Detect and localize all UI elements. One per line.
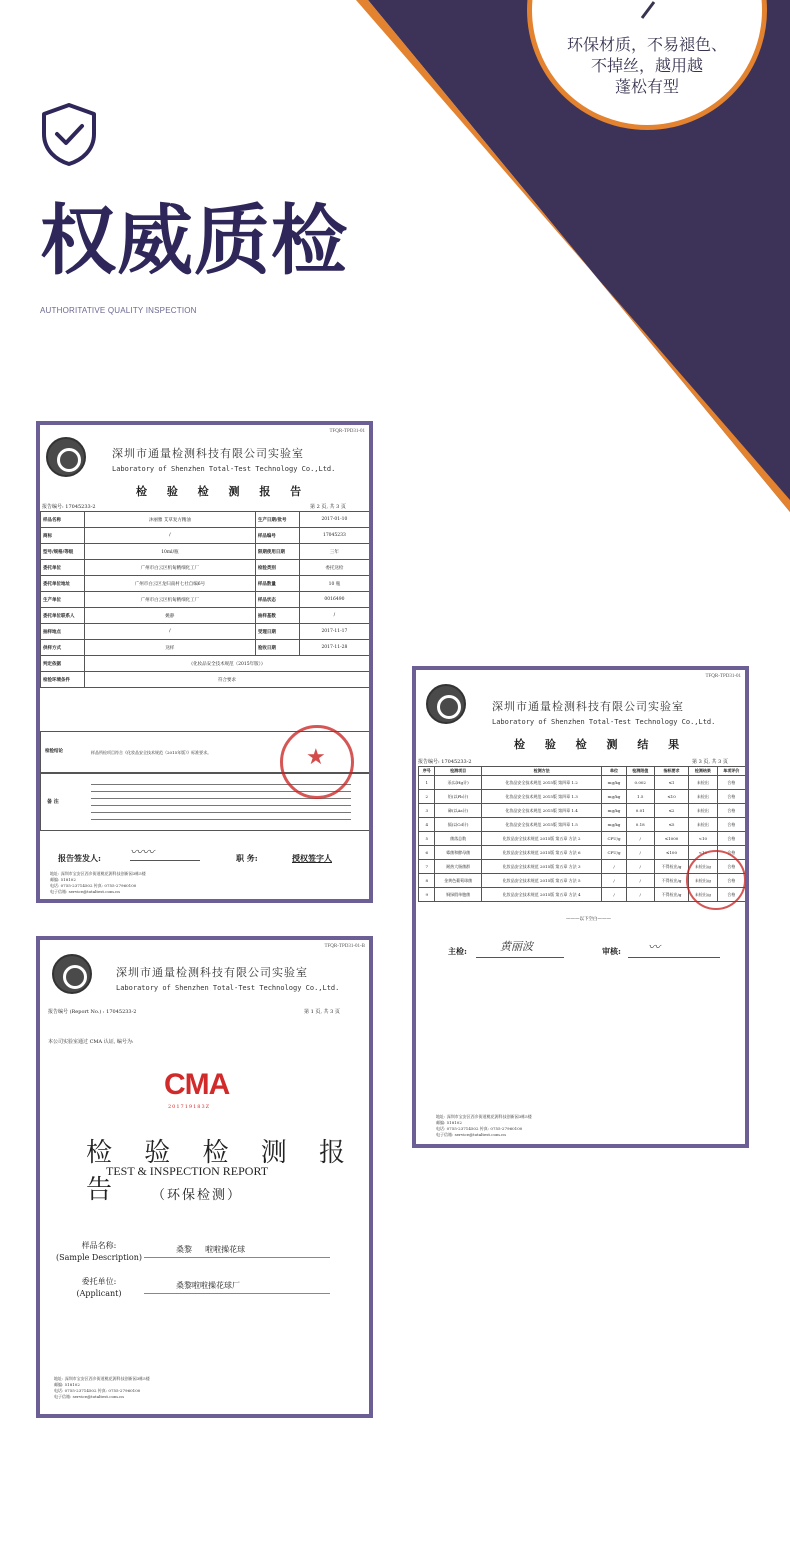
table-cell: 生产单位 — [41, 592, 85, 608]
table-cell: 合格 — [717, 804, 745, 818]
feature-badge-text — [547, 34, 747, 97]
table-cell: 三年 — [299, 544, 369, 560]
table-row — [41, 512, 370, 528]
table-cell: CFU/g — [602, 846, 626, 860]
footer-postcode: 邮编: 518102 — [50, 877, 76, 882]
table-cell: / — [626, 846, 654, 860]
table-header-cell: 序号 — [419, 767, 435, 776]
table-cell: 《化妆品安全技术规范（2015年版）》 — [85, 656, 370, 672]
conclusion-label: 检验结论 — [45, 749, 63, 754]
footer-phone: 电话: 0755-23714502 传真: 0755-27960100 — [50, 883, 137, 888]
table-cell: 委托单位地址 — [41, 576, 85, 592]
footer-email: 电子信箱: service@totaltest.com.cn — [54, 1394, 124, 1399]
table-cell: 2 — [419, 790, 435, 804]
table-cell: 化妆品安全技术规范 2015版 第四章 1.3 — [481, 790, 602, 804]
footer-address: 地址: 深圳市宝安区西乡街道桃花源科技创新园3栋5楼 — [436, 1114, 532, 1119]
table-cell: 4 — [419, 818, 435, 832]
table-cell: CFU/g — [602, 832, 626, 846]
report-title-en: TEST & INSPECTION REPORT — [106, 1164, 269, 1178]
table-cell: / — [85, 624, 256, 640]
table-cell: 检验类别 — [255, 560, 299, 576]
footer-address: 地址: 深圳市宝安区西乡街道桃花源科技创新园3栋5楼 — [54, 1376, 150, 1381]
table-cell: 不得检出/g — [654, 888, 688, 902]
table-row — [41, 544, 370, 560]
table-cell: 合格 — [717, 818, 745, 832]
table-cell: 样品状态 — [255, 592, 299, 608]
table-cell: 0.002 — [626, 776, 654, 790]
table-cell: 化妆品安全技术规范 2015版 第五章 方法 5 — [481, 874, 602, 888]
table-cell: 霉菌和酵母菌 — [435, 846, 481, 860]
badge-line-2: 不掉丝，越用越 — [590, 56, 703, 75]
table-cell: 广州市白云区机甸精细化工厂 — [85, 592, 256, 608]
table-row — [41, 576, 370, 592]
table-cell: 化妆品安全技术规范 2015版 第五章 方法 6 — [481, 846, 602, 860]
lab-name-en: Laboratory of Shenzhen Total-Test Technology Co.,Ltd. — [492, 718, 716, 726]
table-cell: / — [602, 874, 626, 888]
table-cell: 化妆品安全技术规范 2015版 第五章 方法 2 — [481, 832, 602, 846]
table-cell: 化妆品安全技术规范 2015版 第五章 方法 4 — [481, 888, 602, 902]
table-cell: 未检出/g — [689, 860, 717, 874]
table-cell: 限期使用日期 — [255, 544, 299, 560]
table-cell: / — [626, 832, 654, 846]
applicant-label-en: (Applicant) — [76, 1289, 122, 1298]
table-row — [41, 592, 370, 608]
table-cell: 送样 — [85, 640, 256, 656]
report-number: 报告编号 (Report No.) : 17045233-2 — [48, 1009, 137, 1015]
table-cell: 金黄色葡萄球菌 — [435, 874, 481, 888]
table-cell: / — [626, 860, 654, 874]
inspector-signature: 黄丽波 — [476, 938, 564, 958]
report-number: 报告编号: 17045233-2 — [42, 504, 96, 510]
table-header-cell: 单位 — [602, 767, 626, 776]
table-cell: 汞(以Hg计) — [435, 776, 481, 790]
table-cell: 生产日期/批号 — [255, 512, 299, 528]
table-cell: 合格 — [717, 790, 745, 804]
page-subtitle: AUTHORITATIVE QUALITY INSPECTION — [40, 306, 197, 315]
lab-logo-icon — [52, 954, 92, 994]
official-seal — [686, 850, 746, 910]
page-number: 第 1 页, 共 3 页 — [304, 1009, 340, 1015]
table-row — [41, 560, 370, 576]
table-cell: ≤1 — [654, 776, 688, 790]
table-cell: 合格 — [717, 832, 745, 846]
doc-footer — [54, 1376, 150, 1400]
table-header-cell: 单项评价 — [717, 767, 745, 776]
table-cell: 未检出 — [689, 776, 717, 790]
footer-postcode: 邮编: 518102 — [54, 1382, 80, 1387]
table-cell: 10ml/瓶 — [85, 544, 256, 560]
table-cell: 化妆品安全技术规范 2015版 第五章 方法 3 — [481, 860, 602, 874]
table-cell: 合格 — [717, 776, 745, 790]
table-cell: 0.01 — [626, 804, 654, 818]
shield-check-icon — [40, 102, 98, 166]
table-row — [419, 776, 746, 790]
table-cell: 化妆品安全技术规范 2015版 第四章 1.4 — [481, 804, 602, 818]
table-cell: mg/kg — [602, 804, 626, 818]
table-cell: 镉(以Cd计) — [435, 818, 481, 832]
applicant-value: 桑黎啦啦操花球厂 — [144, 1280, 330, 1294]
footer-postcode: 邮编: 518102 — [436, 1120, 462, 1125]
table-cell: 铅(以Pb计) — [435, 790, 481, 804]
table-cell: 姚静 — [85, 608, 256, 624]
table-header-cell: 指标要求 — [654, 767, 688, 776]
doc-heading: 检 验 检 测 结 果 — [514, 738, 688, 751]
table-cell: ≤5 — [654, 818, 688, 832]
table-cell: 合格 — [717, 846, 745, 860]
table-cell: ≤100 — [654, 846, 688, 860]
table-cell: 委托单位联系人 — [41, 608, 85, 624]
sample-value: 桑黎 啦啦操花球 — [144, 1244, 330, 1258]
table-cell: 1.5 — [626, 790, 654, 804]
table-cell: 供样方式 — [41, 640, 85, 656]
table-cell: 检验环境条件 — [41, 672, 85, 688]
footer-email: 电子信箱: service@totaltest.com.cn — [50, 889, 120, 894]
slash-icon — [640, 0, 662, 20]
inspector-label: 主检: — [448, 946, 467, 956]
table-cell: 2017-11-17 — [299, 624, 369, 640]
table-row — [41, 528, 370, 544]
doc-footer — [436, 1114, 532, 1138]
table-cell: 合格 — [717, 888, 745, 902]
table-cell: / — [626, 888, 654, 902]
badge-line-1: 环保材质，不易褪色、 — [566, 35, 727, 54]
table-header-cell: 检测项目 — [435, 767, 481, 776]
footer-phone: 电话: 0755-23714502 传真: 0755-27960100 — [436, 1126, 523, 1131]
report-title-cn: 检 验 检 测 报 告 — [86, 1138, 358, 1205]
table-cell: ≤2 — [654, 804, 688, 818]
lab-name-cn: 深圳市通量检测科技有限公司实验室 — [116, 966, 308, 979]
table-cell: 不得检出/g — [654, 874, 688, 888]
report-subtitle: （环保检测） — [152, 1188, 243, 1203]
cma-mark: CMA — [164, 1068, 230, 1101]
applicant-label-cn: 委托单位: — [81, 1277, 117, 1286]
table-header-cell: 检测方法 — [481, 767, 602, 776]
table-cell: 8 — [419, 874, 435, 888]
table-cell: / — [626, 874, 654, 888]
sample-info-table — [40, 511, 370, 688]
lab-name-en: Laboratory of Shenzhen Total-Test Technology Co.,Ltd. — [116, 984, 340, 992]
lab-logo-icon — [46, 437, 86, 477]
page-number: 第 3 页, 共 3 页 — [692, 759, 728, 765]
table-cell: 耐热大肠菌群 — [435, 860, 481, 874]
signer-signature: 〰〰 — [130, 843, 200, 861]
table-cell: / — [85, 528, 256, 544]
table-row — [419, 818, 746, 832]
table-cell: ≤10 — [654, 790, 688, 804]
table-cell: 样品数量 — [255, 576, 299, 592]
table-row — [41, 608, 370, 624]
doc-code: TFQR-TPD31-01-B — [324, 944, 365, 949]
table-cell: 5 — [419, 832, 435, 846]
sample-label-cn: 样品名称: — [81, 1241, 117, 1250]
table-cell: 委托送检 — [299, 560, 369, 576]
table-cell: 广州市白云区龙归南村七社自编6号 — [85, 576, 256, 592]
reviewer-label: 审核: — [602, 946, 621, 956]
table-cell: 菌落总数 — [435, 832, 481, 846]
table-header-cell: 检测限值 — [626, 767, 654, 776]
table-cell: 受理日期 — [255, 624, 299, 640]
table-row — [419, 790, 746, 804]
doc-heading: 检 验 检 测 报 告 — [136, 485, 310, 498]
position-label: 职 务: — [236, 853, 258, 863]
table-cell: mg/kg — [602, 818, 626, 832]
table-cell: 1 — [419, 776, 435, 790]
table-cell: 符合要求 — [85, 672, 370, 688]
table-row — [419, 804, 746, 818]
table-cell: 9 — [419, 888, 435, 902]
table-cell: 判定依据 — [41, 656, 85, 672]
cma-note: 本公司实验室通过 CMA 认证, 编号为: — [48, 1039, 134, 1045]
badge-line-3: 蓬松有型 — [614, 77, 679, 96]
table-cell: mg/kg — [602, 790, 626, 804]
table-cell: 沐丽雅 艾草复方精油 — [85, 512, 256, 528]
blank-note: ———以下空白——— — [566, 917, 611, 922]
table-cell: 3 — [419, 804, 435, 818]
table-cell: / — [602, 888, 626, 902]
table-cell: 不得检出/g — [654, 860, 688, 874]
table-cell: <10 — [689, 832, 717, 846]
table-cell: 2017-01-10 — [299, 512, 369, 528]
table-cell: / — [602, 860, 626, 874]
reviewer-signature: 〰 — [628, 938, 720, 958]
table-cell: 2017-11-28 — [299, 640, 369, 656]
report-page-2 — [36, 421, 373, 903]
table-cell: 化妆品安全技术规范 2015版 第四章 1.2 — [481, 776, 602, 790]
table-cell: 样品名称 — [41, 512, 85, 528]
footer-phone: 电话: 0755-23714502 传真: 0755-27960100 — [54, 1388, 141, 1393]
table-cell: 未检出/g — [689, 874, 717, 888]
seal-star-icon: ★ — [306, 745, 326, 770]
table-cell: 0016490 — [299, 592, 369, 608]
table-cell: 型号/规格/等级 — [41, 544, 85, 560]
table-cell: 委托单位 — [41, 560, 85, 576]
table-row — [41, 672, 370, 688]
sample-label-en: (Sample Description) — [55, 1253, 142, 1262]
remarks-label: 备 注 — [47, 799, 59, 805]
table-row — [41, 640, 370, 656]
page-title: 权威质检 — [40, 196, 348, 285]
table-cell: 合格 — [717, 860, 745, 874]
table-cell: 0.18 — [626, 818, 654, 832]
report-page-3 — [412, 666, 749, 1148]
table-cell: <10 — [689, 846, 717, 860]
sample-label — [54, 1240, 144, 1264]
table-cell: ≤1000 — [654, 832, 688, 846]
doc-code: TFQR-TPD31-01 — [705, 674, 741, 679]
table-row — [41, 656, 370, 672]
table-row — [41, 624, 370, 640]
conclusion-text: 样品所检项目符合《化妆品安全技术规范（2015年版）》标准要求。 — [91, 750, 212, 755]
lab-name-cn: 深圳市通量检测科技有限公司实验室 — [492, 700, 684, 713]
table-cell: / — [299, 608, 369, 624]
table-cell: mg/kg — [602, 776, 626, 790]
footer-email: 电子信箱: service@totaltest.com.cn — [436, 1132, 506, 1137]
position-value: 授权签字人 — [292, 853, 332, 863]
table-cell: 铜绿假单胞菌 — [435, 888, 481, 902]
table-cell: 未检出 — [689, 818, 717, 832]
table-cell: 6 — [419, 846, 435, 860]
footer-address: 地址: 深圳市宝安区西乡街道桃花源科技创新园3栋5楼 — [50, 871, 146, 876]
table-cell: 未检出/g — [689, 888, 717, 902]
table-cell: 17045233 — [299, 528, 369, 544]
table-cell: 未检出 — [689, 804, 717, 818]
table-cell: 砷(以As计) — [435, 804, 481, 818]
table-cell: 样品编号 — [255, 528, 299, 544]
table-cell: 7 — [419, 860, 435, 874]
doc-code: TFQR-TPD31-01 — [329, 429, 365, 434]
table-row — [419, 832, 746, 846]
table-cell: 验收日期 — [255, 640, 299, 656]
table-cell: 商标 — [41, 528, 85, 544]
table-cell: 10 瓶 — [299, 576, 369, 592]
report-cover-page — [36, 936, 373, 1418]
table-cell: 合格 — [717, 874, 745, 888]
table-cell: 未检出 — [689, 790, 717, 804]
table-cell: 抽样地点 — [41, 624, 85, 640]
table-cell: 化妆品安全技术规范 2015版 第四章 1.5 — [481, 818, 602, 832]
doc-footer — [50, 871, 146, 895]
table-cell: 广州市白云区机甸精细化工厂 — [85, 560, 256, 576]
cma-number: 201719183Z — [168, 1104, 211, 1110]
table-header-cell: 检测结果 — [689, 767, 717, 776]
report-number: 报告编号: 17045233-2 — [418, 759, 472, 765]
applicant-label — [54, 1276, 144, 1300]
lab-name-cn: 深圳市通量检测科技有限公司实验室 — [112, 447, 304, 460]
page-number: 第 2 页, 共 3 页 — [310, 504, 346, 510]
lab-logo-icon — [426, 684, 466, 724]
signer-label: 报告签发人: — [58, 853, 101, 863]
lab-name-en: Laboratory of Shenzhen Total-Test Technology Co.,Ltd. — [112, 465, 336, 473]
table-cell: 抽样基数 — [255, 608, 299, 624]
